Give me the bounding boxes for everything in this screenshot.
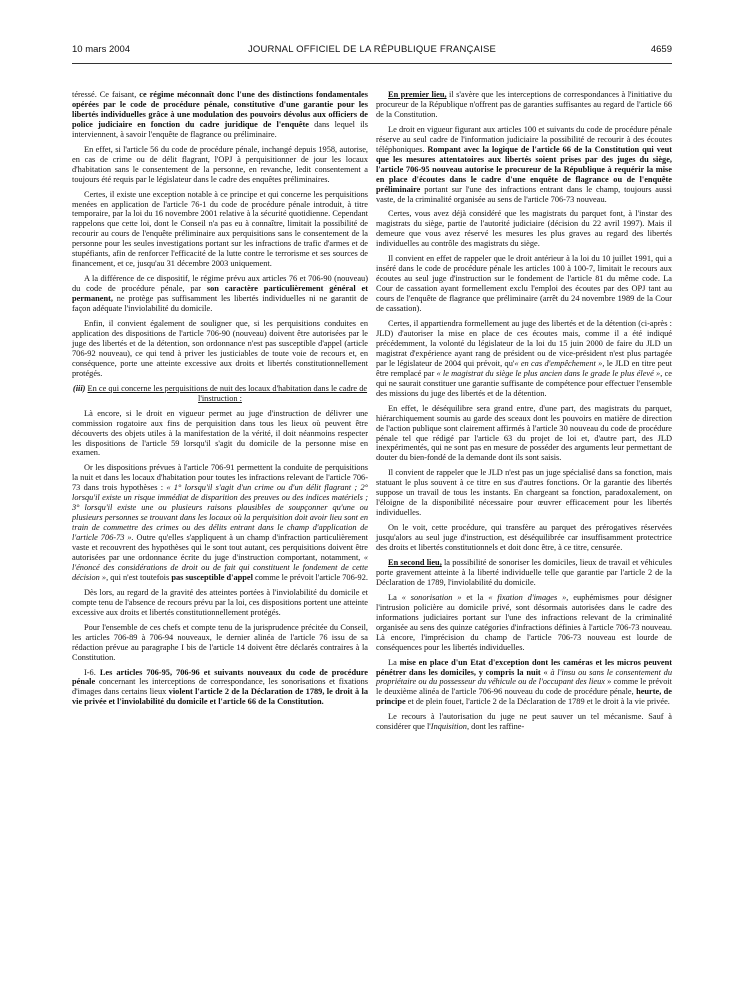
header-rule [72, 63, 672, 64]
paragraph: En effet, le déséquilibre sera grand entre, d'une part, des magistrats du parquet, hiérarchiquement soumis au garde des sceaux dont les pouvoirs en matière de direction de l'action publique sont clairement affirmés à l'article 30 nouveau du code de procédure pénale tel que rédigé par l'article 63 du projet de loi et, d'autre part, des JLD inexpérimentés, qui ne sont pas en mesure de posséder des arguments leur permettant de douter du bien-fondé de la demande dont ils sont saisis. [376, 403, 672, 463]
paragraph: Dès lors, au regard de la gravité des atteintes portées à l'inviolabilité du domicile et compte tenu de l'absence de recours prévu par la loi, ces dispositions portent une atteinte excessive aux droits et libertés constitutionnellement protégés. [72, 587, 368, 617]
page-header [72, 44, 672, 58]
paragraph: On le voit, cette procédure, qui transfère au parquet des prérogatives réservées jusqu'alors au seul juge d'instruction, est déséquilibrée car insuffisamment protectrice des droits et libertés constitutionnels et doit donc être, à ce titre, censurée. [376, 523, 672, 553]
paragraph: I-6. Les articles 706-95, 706-96 et suivants nouveaux du code de procédure pénale concernant les interceptions de correspondance, les sonorisations et fixations d'images dans certains lieux violent l'article 2 de la Déclaration de 1789, le droit à la vie privée et l'inviolabilité du domicile et l'article 66 de la Constitution. [72, 667, 369, 707]
section-subheading: (iii) En ce qui concerne les perquisitions de nuit des locaux d'habitation dans le cadre de l'instruction : [72, 383, 368, 403]
right-column [376, 90, 672, 737]
paragraph: La mise en place d'un Etat d'exception dont les caméras et les micros peuvent pénétrer dans les domiciles, y compris la nuit « à l'insu ou sans le consentement du propriétaire ou du possesseur du véhicule ou de l'occupant des lieux » comme le prévoit le deuxième alinéa de l'article 706-96 nouveau du code de procédure pénale, heurte, de principe et de plein fouet, l'article 2 de la Déclaration de 1789 et le droit à la vie privée. [376, 657, 673, 707]
paragraph: Pour l'ensemble de ces chefs et compte tenu de la jurisprudence précitée du Conseil, les articles 706-89 à 706-94 nouveaux, le dernier alinéa de l'article 76 issu de sa rédaction prévue au paragraphe I bis de l'article 14 doivent être déclarés contraires à la Constitution. [72, 622, 368, 662]
paragraph: Certes, il appartiendra formellement au juge des libertés et de la détention (ci-après : JLD) d'autoriser la mise en place de ces écoutes mais, comme il a été indiqué précédemment, la volonté du législateur de la loi du 15 juin 2000 de faire du JLD un magistrat d'expérience ayant rang de président ou de vice-président n'est plus partagée par le législateur de 2004 qui prévoit, qu'« en cas d'empêchement », le JLD en titre peut être remplacé par « le magistrat du siège le plus ancien dans le grade le plus élevé », ce qui ne saurait constituer une garantie suffisante de compétence pour effectuer l'ensemble des missions du juge des libertés et de la détention. [376, 319, 672, 398]
paragraph: Le recours à l'autorisation du juge ne peut sauver un tel mécanisme. Sauf à considérer que l'Inquisition, dont les raffine- [376, 712, 672, 732]
left-column [72, 90, 368, 712]
paragraph: A la différence de ce dispositif, le régime prévu aux articles 76 et 706-90 (nouveau) du code de procédure pénale, par son caractère particulièrement général et permanent, ne protège pas suffisamment les libertés individuelles ni ne garantit de façon adéquate l'inviolabilité du domicile. [72, 274, 368, 314]
paragraph: Là encore, si le droit en vigueur permet au juge d'instruction de délivrer une commission rogatoire aux fins de perquisition dans tous les lieux où peuvent être découverts des objets utiles à la manifestation de la vérité, il doit néanmoins respecter les dispositions de l'article 59 lorsqu'il s'agit du domicile de la personne mise en examen. [72, 408, 368, 458]
header-date: 10 mars 2004 [72, 44, 131, 55]
header-page-number: 4659 [650, 44, 672, 55]
paragraph: Le droit en vigueur figurant aux articles 100 et suivants du code de procédure pénale réserve au seul cadre de l'information judiciaire la possibilité de recourir à des écoutes téléphoniques. Rompant avec la logique de l'article 66 de la Constitution qui veut que les mesures attentatoires aux libertés soient prises par des juges du siège, l'article 706-95 nouveau autorise le procureur de la République à requérir la mise en place d'écoutes dans le cadre d'une enquête de flagrance ou de l'enquête préliminaire portant sur l'une des infractions entrant dans le champ, toujours aussi vaste, de la criminalité organisée au sens de l'article 706-73 nouveau. [376, 124, 672, 204]
paragraph: En premier lieu, il s'avère que les interceptions de correspondances à l'initiative du procureur de la République n'offrent pas de garanties suffisantes au regard de l'article 66 de la Constitution. [376, 90, 672, 119]
paragraph: Certes, vous avez déjà considéré que les magistrats du parquet font, à l'instar des magistrats du siège, partie de l'autorité judiciaire (décision du 22 avril 1997). Mais il demeure que vous avez réservé les mesures les plus graves au regard des libertés individuelles au contrôle des magistrats du siège. [376, 209, 672, 249]
paragraph: Il convient de rappeler que le JLD n'est pas un juge spécialisé dans sa fonction, mais statuant le plus souvent à ce titre en sus d'autres fonctions. Or la garantie des libertés suppose un travail de tous les instants. En chargeant sa fonction, paradoxalement, on l'éloigne de la disponibilité nécessaire pour œuvrer efficacement pour les libertés individuelles. [376, 468, 672, 518]
paragraph: téressé. Ce faisant, ce régime méconnaît donc l'une des distinctions fondamentales opérées par le code de procédure pénale, constitutive d'une garantie pour les libertés individuelles grâce à une modulation des pouvoirs dévolus aux officiers de police judiciaire en fonction du cadre juridique de l'enquête dans lequel ils interviennent, à savoir l'enquête de flagrance ou préliminaire. [72, 90, 368, 139]
paragraph: Il convient en effet de rappeler que le droit antérieur à la loi du 10 juillet 1991, qui a inséré dans le code de procédure pénale les articles 100 à 100-7, limitait le recours aux écoutes au seul juge d'instruction sur le fondement de l'article 81 du même code. La Cour de cassation ayant formellement exclu l'emploi des écoutes par des OPJ tant au cours de l'enquête de flagrance que préliminaire (arrêt du 24 novembre 1989 de la Cour de cassation). [376, 254, 672, 314]
header-title: JOURNAL OFFICIEL DE LA RÉPUBLIQUE FRANÇAISE [247, 44, 497, 55]
paragraph: En second lieu, la possibilité de sonoriser les domiciles, lieux de travail et véhicules porte gravement atteinte à la liberté individuelle telle que garantie par l'article 2 de la Déclaration de 1789, l'inviolabilité du domicile. [376, 557, 672, 587]
paragraph: En effet, si l'article 56 du code de procédure pénale, inchangé depuis 1958, autorise, en cas de crime ou de délit flagrant, l'OPJ à perquisitionner de jour les locaux d'habitation sans le consentement de la personne, en revanche, ledit consentement a toujours été requis par le législateur dans le cadre des enquêtes préliminaires. [72, 144, 368, 184]
paragraph: La « sonorisation » et la « fixation d'images », euphémismes pour désigner l'intrusion policière au domicile privé, sont désormais autorisées dans le cadre des informations judiciaires portant sur l'une des infractions relevant de la criminalité organisée au sens des quinze catégories d'infractions définies à l'article 706-73 nouveau. Là encore, l'imprécision du champ de l'article 706-73 nouveau est lourde de conséquences pour les libertés individuelles. [376, 592, 673, 652]
paragraph: Certes, il existe une exception notable à ce principe et qui concerne les perquisitions menées en application de l'article 76-1 du code de procédure pénale introduit, à titre temporaire, par la loi du 16 novembre 2001 relative à la sécurité quotidienne. Cependant rappelons que cette loi, dont le Conseil n'a pas eu à connaître, limitait la possibilité de recourir au cours de l'enquête préliminaire aux perquisitions sans le consentement de la personne pour les seules investigations portant sur les infractions de trafic d'armes et de stupéfiants, afin de renforcer l'efficacité de la lutte contre le terrorisme et ses sources de financement, et ce, jusqu'au 31 décembre 2003 uniquement. [72, 189, 368, 269]
paragraph: Enfin, il convient également de souligner que, si les perquisitions conduites en application des dispositions de l'article 706-90 (nouveau) doivent être autorisées par le juge des libertés et de la détention, son ordonnance n'est pas susceptible d'appel (article 706-92 nouveau), ce qui tend à priver les justiciables de toute voie de recours et, en conséquence, porte une atteinte excessive aux droits et libertés constitutionnellement protégés. [72, 319, 368, 378]
paragraph: Or les dispositions prévues à l'article 706-91 permettent la conduite de perquisitions la nuit et dans les locaux d'habitation pour toutes les infractions relevant de l'article 706-73 dans trois hypothèses : « 1° lorsqu'il s'agit d'un crime ou d'un délit flagrant ; 2° lorsqu'il existe un risque immédiat de disparition des preuves ou des indices matériels ; 3° lorsqu'il existe une ou plusieurs raisons plausibles de soupçonner qu'une ou plusieurs personnes se trouvant dans les locaux où la perquisition doit avoir lieu sont en train de commettre des crimes ou des délits entrant dans le champ d'application de l'article 706-73 ». Outre qu'elles s'appliquent à un champ d'infraction particulièrement vaste et recouvrent des hypothèses qui le sont tout autant, ces perquisitions doivent être autorisées par une ordonnance écrite du juge d'instruction comportant, notamment, « l'énoncé des considérations de droit ou de fait qui constituent le fondement de cette décision », qui n'est toutefois pas susceptible d'appel comme le prévoit l'article 706-92. [72, 463, 368, 582]
